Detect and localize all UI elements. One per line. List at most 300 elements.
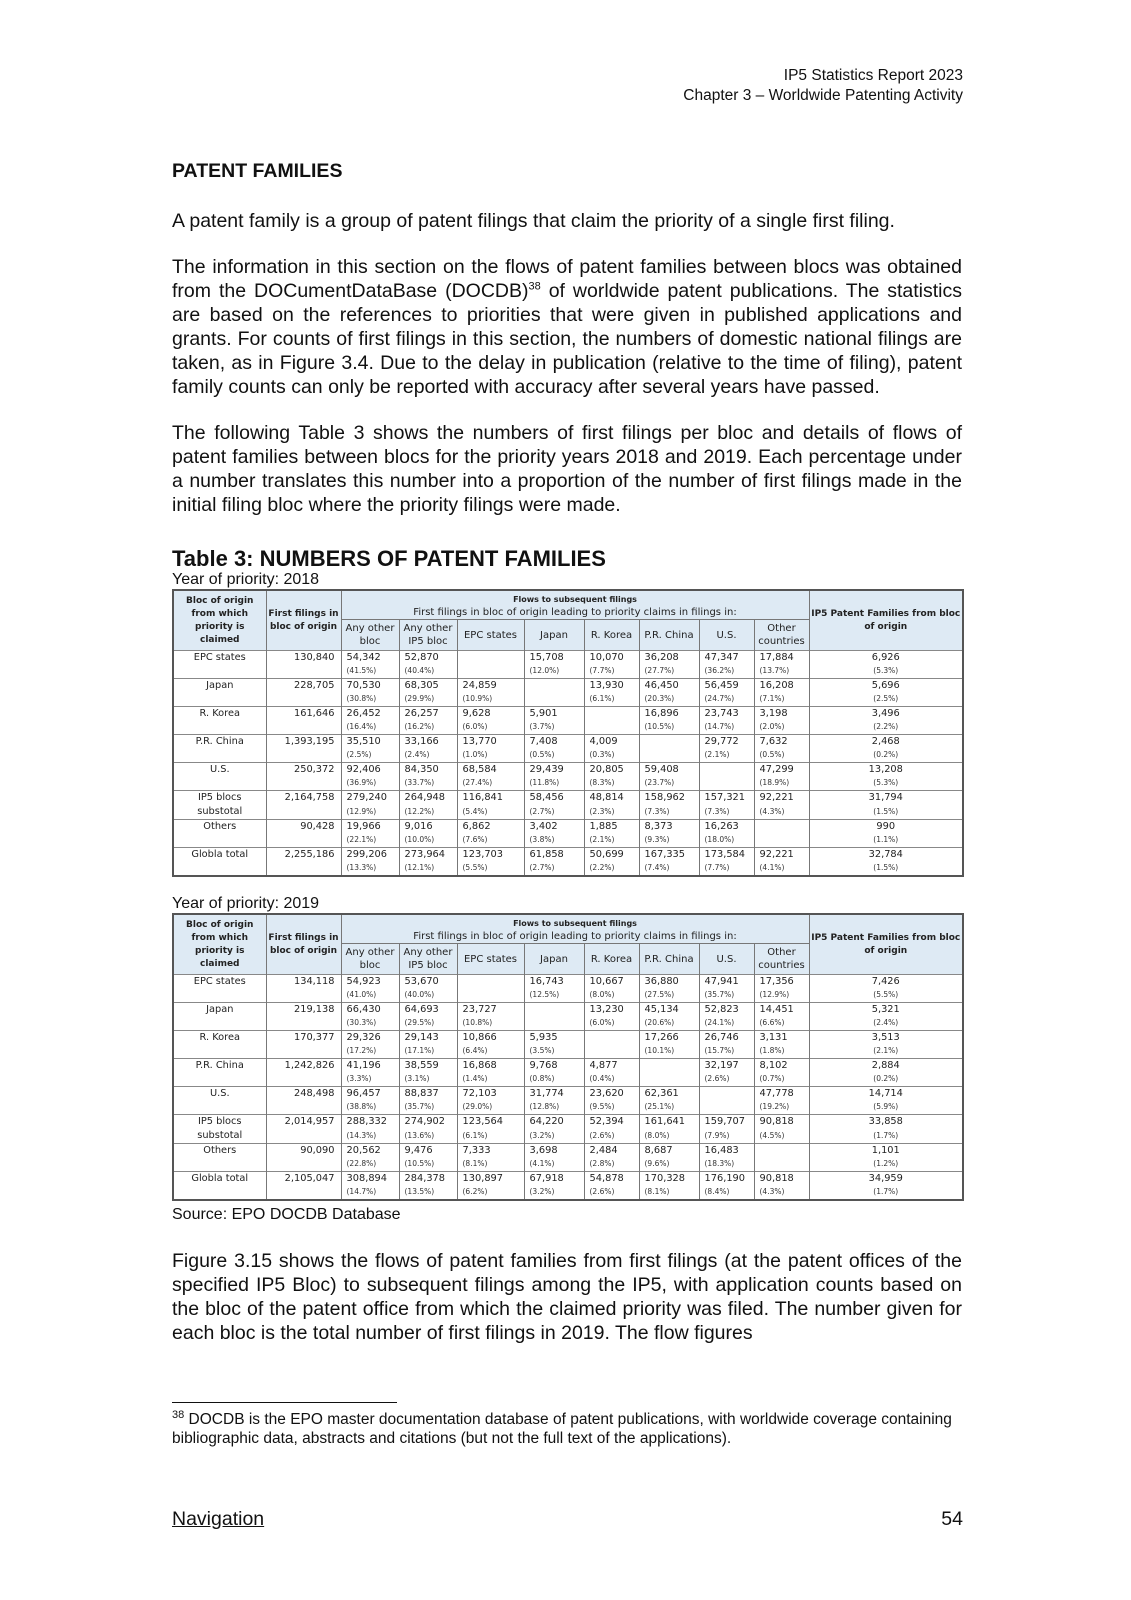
flow-percent-cell: (41.5%) [341,665,399,679]
flow-value-cell: 173,584 [699,848,754,863]
flow-percent-cell: (18.3%) [699,1158,754,1172]
flow-value-cell: 13,930 [584,679,639,694]
flow-percent-cell: (36.9%) [341,777,399,791]
header-flows: Flows to subsequent filings [341,590,809,606]
running-header [683,66,963,106]
flow-percent-cell: (18.0%) [699,834,754,848]
flow-percent-cell: (25.1%) [639,1101,699,1115]
first-filings-cell: 2,105,047 [266,1172,341,1201]
families-percent-cell: (2.1%) [809,1045,963,1059]
flow-percent-cell: (7.4%) [639,862,699,876]
flow-percent-cell: (1.0%) [457,749,524,763]
flow-percent-cell: (2.0%) [754,721,809,735]
first-filings-cell: 90,090 [266,1144,341,1172]
flow-value-cell: 20,805 [584,763,639,778]
flow-value-cell: 159,707 [699,1115,754,1130]
families-percent-cell: (1.7%) [809,1186,963,1200]
families-percent-cell: (2.2%) [809,721,963,735]
flow-percent-cell: (6.1%) [457,1130,524,1144]
flow-value-cell: 29,772 [699,735,754,750]
table-row [173,1087,963,1102]
flow-value-cell: 10,667 [584,975,639,990]
table-row [173,735,963,750]
flow-percent-cell: (10.0%) [399,834,457,848]
flow-percent-cell: (38.8%) [341,1101,399,1115]
flow-percent-cell: (12.2%) [399,806,457,820]
footnote-divider [172,1402,397,1403]
first-filings-cell: 170,377 [266,1031,341,1059]
families-cell: 3,496 [809,707,963,722]
patent-families-table-2018 [172,589,964,877]
flow-value-cell: 24,859 [457,679,524,694]
families-percent-cell: (1.7%) [809,1130,963,1144]
flow-value-cell: 54,878 [584,1172,639,1187]
flow-value-cell: 64,220 [524,1115,584,1130]
flow-value-cell: 47,941 [699,975,754,990]
families-percent-cell: (1.2%) [809,1158,963,1172]
flow-value-cell: 88,837 [399,1087,457,1102]
row-label: Japan [173,1003,266,1031]
families-percent-cell: (1.5%) [809,806,963,820]
flow-percent-cell: (3.3%) [341,1073,399,1087]
header-any-other-ip5: Any other IP5 bloc [399,944,457,975]
table-row [173,679,963,694]
flow-percent-cell [584,1045,639,1059]
flow-percent-cell: (7.9%) [699,1130,754,1144]
flow-value-cell: 47,299 [754,763,809,778]
footnote [172,1410,962,1448]
flow-percent-cell: (4.1%) [754,862,809,876]
flow-percent-cell: (2.6%) [584,1130,639,1144]
flow-value-cell: 29,143 [399,1031,457,1046]
families-cell: 1,101 [809,1144,963,1159]
table-source: Source: EPO DOCDB Database [172,1206,401,1223]
families-cell: 14,714 [809,1087,963,1102]
flow-value-cell: 123,564 [457,1115,524,1130]
flow-value-cell: 58,456 [524,791,584,806]
flow-percent-cell: (2.7%) [524,862,584,876]
flow-percent-cell: (29.9%) [399,693,457,707]
flow-percent-cell: (30.3%) [341,1017,399,1031]
flow-percent-cell: (40.4%) [399,665,457,679]
flow-percent-cell: (6.6%) [754,1017,809,1031]
flow-value-cell: 5,935 [524,1031,584,1046]
flow-percent-cell: (19.2%) [754,1101,809,1115]
table-block-2018 [172,571,962,877]
flow-percent-cell: (4.1%) [524,1158,584,1172]
header-japan: Japan [524,944,584,975]
families-cell: 5,696 [809,679,963,694]
families-percent-cell: (2.4%) [809,1017,963,1031]
flow-percent-cell: (2.6%) [584,1186,639,1200]
families-cell: 32,784 [809,848,963,863]
table-row [173,1172,963,1187]
flow-value-cell: 13,770 [457,735,524,750]
flow-percent-cell: (27.5%) [639,989,699,1003]
flow-value-cell: 15,708 [524,651,584,666]
families-percent-cell: (5.9%) [809,1101,963,1115]
flow-percent-cell: (2.1%) [699,749,754,763]
families-cell: 13,208 [809,763,963,778]
flow-value-cell: 32,197 [699,1059,754,1074]
footnote-reference[interactable]: 38 [528,280,541,293]
flow-percent-cell: (14.7%) [699,721,754,735]
flow-percent-cell: (14.7%) [341,1186,399,1200]
families-percent-cell: (2.5%) [809,693,963,707]
flow-value-cell: 26,452 [341,707,399,722]
flow-percent-cell: (2.6%) [699,1073,754,1087]
families-percent-cell: (0.2%) [809,749,963,763]
flow-value-cell: 7,408 [524,735,584,750]
flow-value-cell: 23,727 [457,1003,524,1018]
flow-value-cell: 92,221 [754,791,809,806]
flow-percent-cell: (22.1%) [341,834,399,848]
flow-value-cell: 92,406 [341,763,399,778]
families-cell: 6,926 [809,651,963,666]
flow-value-cell: 308,894 [341,1172,399,1187]
flow-value-cell: 29,326 [341,1031,399,1046]
flow-value-cell [754,820,809,835]
flow-value-cell: 53,670 [399,975,457,990]
flow-percent-cell: (27.7%) [639,665,699,679]
flow-value-cell: 35,510 [341,735,399,750]
table-block-2019 [172,895,962,1201]
flow-percent-cell: (13.6%) [399,1130,457,1144]
flow-percent-cell: (5.5%) [457,862,524,876]
footnote-text: DOCDB is the EPO master documentation database of patent publications, with worldwide coverage containing bibliographic data, abstracts and citations (but not the full text of the applications). [172,1411,952,1447]
flow-value-cell: 38,559 [399,1059,457,1074]
flow-value-cell [457,651,524,666]
flow-value-cell: 31,774 [524,1087,584,1102]
families-percent-cell: (5.3%) [809,665,963,679]
flow-percent-cell: (10.9%) [457,693,524,707]
flow-value-cell: 26,746 [699,1031,754,1046]
header-epc-states: EPC states [457,944,524,975]
flow-percent-cell: (24.1%) [699,1017,754,1031]
flow-value-cell: 4,877 [584,1059,639,1074]
flow-value-cell: 36,880 [639,975,699,990]
flow-value-cell: 10,866 [457,1031,524,1046]
flow-value-cell: 36,208 [639,651,699,666]
flow-value-cell: 70,530 [341,679,399,694]
families-percent-cell: (5.3%) [809,777,963,791]
flow-value-cell [584,1031,639,1046]
flow-percent-cell: (17.2%) [341,1045,399,1059]
flow-value-cell: 158,962 [639,791,699,806]
table-row [173,1115,963,1130]
flow-value-cell: 4,009 [584,735,639,750]
flow-percent-cell: (6.0%) [584,1017,639,1031]
row-label: R. Korea [173,1031,266,1059]
flow-percent-cell [754,1158,809,1172]
flow-percent-cell: (12.0%) [524,665,584,679]
first-filings-cell: 161,646 [266,707,341,735]
flow-percent-cell: (13.7%) [754,665,809,679]
flow-value-cell [457,975,524,990]
flow-percent-cell: (4.3%) [754,806,809,820]
flow-value-cell [699,1087,754,1102]
table-title: Table 3: NUMBERS OF PATENT FAMILIES [172,546,606,571]
flow-percent-cell [639,1073,699,1087]
year-label: Year of priority: 2019 [172,895,320,912]
flow-percent-cell: (8.1%) [457,1158,524,1172]
flow-percent-cell: (35.7%) [399,1101,457,1115]
flow-value-cell: 13,230 [584,1003,639,1018]
main-content [172,160,962,1367]
flow-value-cell: 56,459 [699,679,754,694]
flow-percent-cell: (7.3%) [699,806,754,820]
header-epc-states: EPC states [457,620,524,651]
flow-percent-cell: (7.6%) [457,834,524,848]
flow-percent-cell: (3.7%) [524,721,584,735]
families-percent-cell: (5.5%) [809,989,963,1003]
paragraph-docdb-part1: The information in this section on the flows of patent families between blocs was obtained from the DOCumentDataBase (DOCDB) [172,256,962,302]
flow-value-cell: 8,102 [754,1059,809,1074]
flow-percent-cell: (2.8%) [584,1158,639,1172]
row-label: R. Korea [173,707,266,735]
flow-value-cell: 1,885 [584,820,639,835]
flow-value-cell: 17,884 [754,651,809,666]
table-row [173,848,963,863]
flow-value-cell: 16,263 [699,820,754,835]
flow-value-cell: 3,198 [754,707,809,722]
flow-value-cell: 5,901 [524,707,584,722]
families-percent-cell: (1.1%) [809,834,963,848]
flow-percent-cell: (2.7%) [524,806,584,820]
flow-value-cell: 9,628 [457,707,524,722]
flow-percent-cell: (8.0%) [639,1130,699,1144]
flow-value-cell: 33,166 [399,735,457,750]
flow-percent-cell: (8.0%) [584,989,639,1003]
flow-value-cell: 8,373 [639,820,699,835]
row-label: P.R. China [173,735,266,763]
families-cell: 990 [809,820,963,835]
flow-percent-cell [699,777,754,791]
flow-value-cell: 284,378 [399,1172,457,1187]
flow-value-cell: 16,868 [457,1059,524,1074]
families-cell: 2,468 [809,735,963,750]
flow-value-cell: 68,584 [457,763,524,778]
flow-percent-cell: (33.7%) [399,777,457,791]
flow-percent-cell: (3.2%) [524,1130,584,1144]
table-row [173,651,963,666]
table-row [173,763,963,778]
header-families: IP5 Patent Families from bloc of origin [809,590,963,651]
flow-value-cell: 123,703 [457,848,524,863]
paragraph-table-intro: The following Table 3 shows the numbers of first filings per bloc and details of flows of patent families between blocs for the priority years 2018 and 2019. Each percentage under a number translates this number into a proportion of the number of first filings made in the initial filing bloc where the priority filings were made. [172,422,962,516]
flow-percent-cell: (24.7%) [699,693,754,707]
flow-percent-cell: (41.0%) [341,989,399,1003]
first-filings-cell: 2,014,957 [266,1115,341,1144]
flow-value-cell: 72,103 [457,1087,524,1102]
flow-percent-cell: (13.3%) [341,862,399,876]
flow-value-cell: 47,347 [699,651,754,666]
families-cell: 7,426 [809,975,963,990]
flow-value-cell: 16,896 [639,707,699,722]
table-row [173,707,963,722]
header-any-other-bloc: Any other bloc [341,620,399,651]
families-percent-cell: (0.2%) [809,1073,963,1087]
flow-percent-cell: (7.7%) [584,665,639,679]
families-cell: 5,321 [809,1003,963,1018]
paragraph-figure-intro: Figure 3.15 shows the flows of patent families from first filings (at the patent offices of the specified IP5 Bloc) to subsequent filings among the IP5, with application counts based on the bloc of the patent office from which the claimed priority was filed. The number given for each bloc is the total number of first filings in 2019. The flow figures [172,1250,962,1344]
flow-percent-cell [524,693,584,707]
flow-percent-cell [457,665,524,679]
flow-percent-cell: (12.9%) [754,989,809,1003]
row-label: IP5 blocs substotal [173,1115,266,1144]
first-filings-cell: 2,164,758 [266,791,341,820]
flow-percent-cell: (35.7%) [699,989,754,1003]
flow-value-cell: 299,206 [341,848,399,863]
header-origin: Bloc of origin from which priority is claimed [173,914,266,975]
flow-value-cell: 264,948 [399,791,457,806]
flow-percent-cell [699,1101,754,1115]
flow-value-cell [754,1144,809,1159]
flow-value-cell: 9,768 [524,1059,584,1074]
first-filings-cell: 2,255,186 [266,848,341,877]
flow-value-cell: 47,778 [754,1087,809,1102]
flow-value-cell: 68,305 [399,679,457,694]
flow-value-cell: 10,070 [584,651,639,666]
header-other-countries: Other countries [754,944,809,975]
flow-value-cell: 16,208 [754,679,809,694]
families-percent-cell: (1.5%) [809,862,963,876]
flow-percent-cell: (16.2%) [399,721,457,735]
flow-value-cell: 167,335 [639,848,699,863]
row-label: IP5 blocs substotal [173,791,266,820]
flow-percent-cell: (10.8%) [457,1017,524,1031]
flow-value-cell: 46,450 [639,679,699,694]
table-row [173,975,963,990]
flow-value-cell: 161,641 [639,1115,699,1130]
flow-value-cell: 16,743 [524,975,584,990]
flow-percent-cell: (12.5%) [524,989,584,1003]
flow-percent-cell: (2.5%) [341,749,399,763]
first-filings-cell: 130,840 [266,651,341,679]
flow-value-cell: 66,430 [341,1003,399,1018]
families-cell: 31,794 [809,791,963,806]
flow-percent-cell: (2.2%) [584,862,639,876]
flow-value-cell: 8,687 [639,1144,699,1159]
header-pr-china: P.R. China [639,944,699,975]
flow-percent-cell: (11.8%) [524,777,584,791]
flow-percent-cell: (10.5%) [639,721,699,735]
flow-value-cell: 3,402 [524,820,584,835]
flow-value-cell: 41,196 [341,1059,399,1074]
flow-percent-cell: (10.5%) [399,1158,457,1172]
flow-percent-cell: (6.2%) [457,1186,524,1200]
first-filings-cell: 90,428 [266,820,341,848]
flow-value-cell: 64,693 [399,1003,457,1018]
header-us: U.S. [699,944,754,975]
flow-percent-cell: (4.3%) [754,1186,809,1200]
flow-value-cell: 170,328 [639,1172,699,1187]
flow-value-cell: 130,897 [457,1172,524,1187]
flow-value-cell: 16,483 [699,1144,754,1159]
flow-percent-cell: (8.4%) [699,1186,754,1200]
flow-percent-cell: (7.1%) [754,693,809,707]
flow-percent-cell: (20.3%) [639,693,699,707]
flow-percent-cell: (29.0%) [457,1101,524,1115]
flow-value-cell: 45,134 [639,1003,699,1018]
report-title: IP5 Statistics Report 2023 [783,67,963,84]
flow-percent-cell: (23.7%) [639,777,699,791]
flow-percent-cell: (13.5%) [399,1186,457,1200]
table-row [173,1003,963,1018]
flow-value-cell: 26,257 [399,707,457,722]
header-japan: Japan [524,620,584,651]
footnote-number: 38 [172,1408,185,1421]
header-first-filings: First filings in bloc of origin [266,914,341,975]
flow-percent-cell: (8.3%) [584,777,639,791]
families-cell: 34,959 [809,1172,963,1187]
flow-value-cell: 59,408 [639,763,699,778]
flow-percent-cell: (1.4%) [457,1073,524,1087]
page-number: 54 [941,1508,963,1530]
navigation-link[interactable]: Navigation [172,1508,265,1530]
row-label: EPC states [173,651,266,679]
flow-percent-cell: (20.6%) [639,1017,699,1031]
first-filings-cell: 1,242,826 [266,1059,341,1087]
flow-value-cell: 17,356 [754,975,809,990]
flow-percent-cell: (14.3%) [341,1130,399,1144]
flow-value-cell: 19,966 [341,820,399,835]
flow-percent-cell: (30.8%) [341,693,399,707]
header-first-filings: First filings in bloc of origin [266,590,341,651]
flow-value-cell: 17,266 [639,1031,699,1046]
header-any-other-bloc: Any other bloc [341,944,399,975]
flow-value-cell: 50,699 [584,848,639,863]
flow-percent-cell: (0.8%) [524,1073,584,1087]
flow-percent-cell: (3.2%) [524,1186,584,1200]
header-pr-china: P.R. China [639,620,699,651]
header-flows-sub: First filings in bloc of origin leading to priority claims in filings in: [341,930,809,944]
flow-percent-cell: (5.4%) [457,806,524,820]
flow-value-cell [524,679,584,694]
flow-value-cell: 14,451 [754,1003,809,1018]
flow-value-cell: 96,457 [341,1087,399,1102]
header-flows: Flows to subsequent filings [341,914,809,930]
header-us: U.S. [699,620,754,651]
flow-value-cell: 9,016 [399,820,457,835]
flow-value-cell: 52,823 [699,1003,754,1018]
families-cell: 3,513 [809,1031,963,1046]
row-label: Globla total [173,1172,266,1201]
flow-percent-cell: (2.1%) [584,834,639,848]
flow-percent-cell: (12.9%) [341,806,399,820]
flow-value-cell: 23,620 [584,1087,639,1102]
row-label: P.R. China [173,1059,266,1087]
families-cell: 2,884 [809,1059,963,1074]
flow-value-cell: 2,484 [584,1144,639,1159]
row-label: U.S. [173,1087,266,1115]
patent-families-table-2019 [172,913,964,1201]
flow-percent-cell: (17.1%) [399,1045,457,1059]
flow-percent-cell: (6.1%) [584,693,639,707]
flow-percent-cell: (9.5%) [584,1101,639,1115]
flow-percent-cell: (15.7%) [699,1045,754,1059]
table-row [173,1059,963,1074]
header-other-countries: Other countries [754,620,809,651]
flow-percent-cell: (9.6%) [639,1158,699,1172]
flow-value-cell: 3,131 [754,1031,809,1046]
flow-percent-cell [524,1017,584,1031]
flow-value-cell: 54,923 [341,975,399,990]
row-label: Others [173,820,266,848]
header-r-korea: R. Korea [584,944,639,975]
flow-percent-cell: (27.4%) [457,777,524,791]
flow-value-cell: 90,818 [754,1172,809,1187]
